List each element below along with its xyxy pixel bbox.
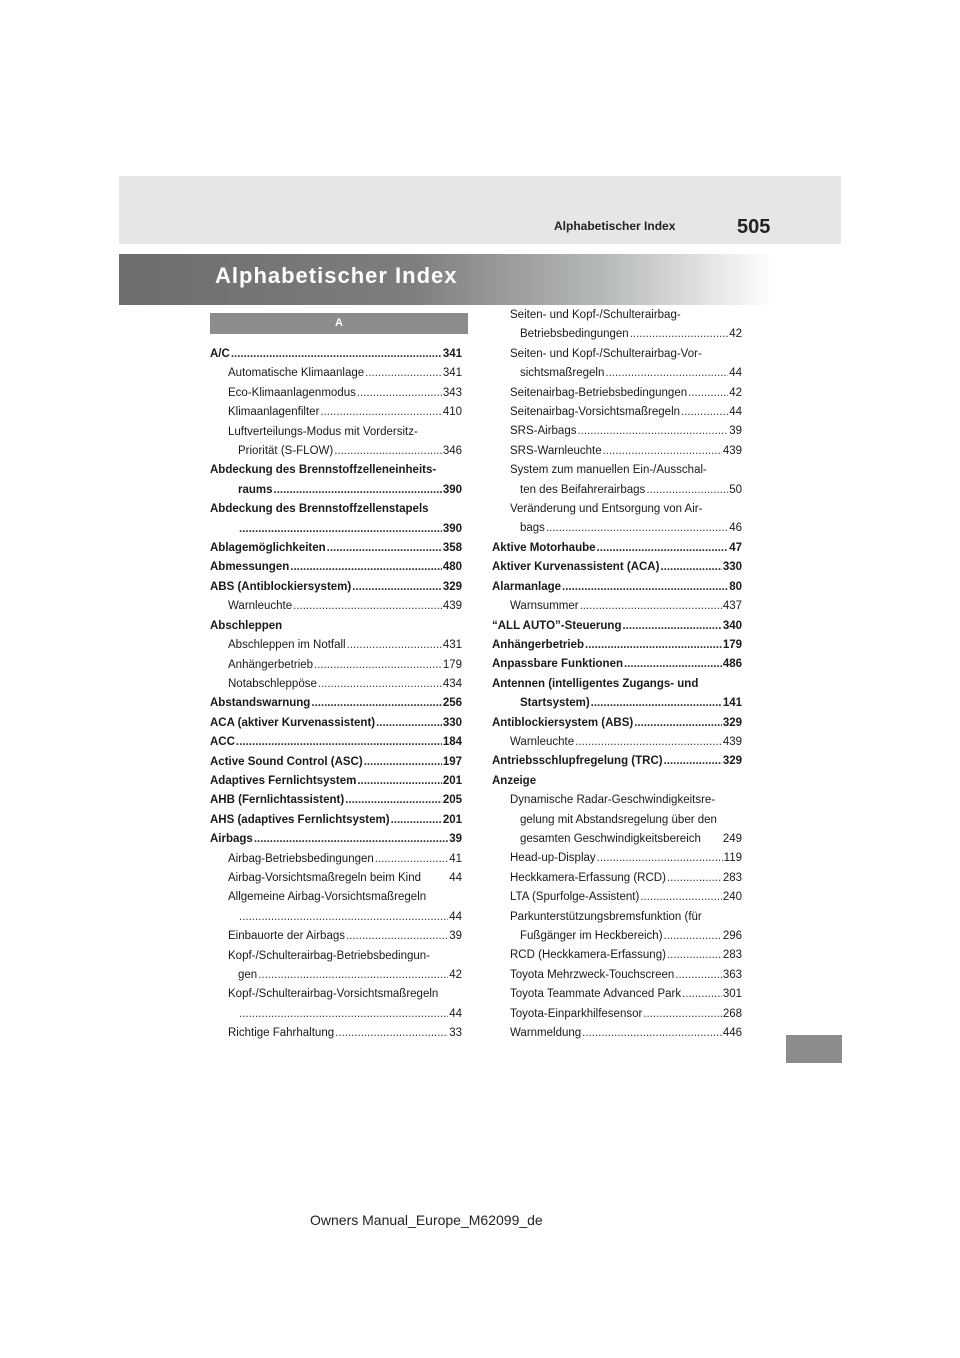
index-entry-term: bags — [520, 522, 545, 535]
index-entry-term: “ALL AUTO”-Steuerung — [492, 619, 622, 632]
index-entry-page: 486 — [722, 658, 742, 671]
header-band — [119, 176, 841, 244]
index-entry-page: 46 — [729, 522, 742, 535]
index-entry — [210, 481, 462, 500]
index-entry — [210, 636, 462, 655]
index-entry-page: 346 — [442, 445, 462, 458]
index-entry-page: 340 — [722, 619, 742, 632]
index-entry-page: 341 — [442, 348, 462, 360]
dot-leader — [546, 519, 728, 538]
dot-leader — [605, 364, 728, 383]
index-entry — [210, 888, 462, 907]
index-entry-page: 33 — [449, 1027, 462, 1040]
index-entry-term: SRS-Airbags — [510, 425, 577, 438]
index-entry-term: AHB (Fernlichtassistent) — [210, 794, 345, 807]
index-entry-page: 446 — [722, 1027, 742, 1040]
index-entry — [210, 500, 462, 519]
index-entry-term: Abmessungen — [210, 561, 290, 574]
index-entry-term: Startsystem) — [520, 697, 590, 710]
dot-leader — [327, 539, 442, 558]
dot-leader — [582, 1024, 722, 1043]
index-entry-term: Antennen (intelligentes Zugangs- und — [492, 677, 699, 690]
index-entry-page: 42 — [449, 969, 462, 981]
index-entry-page: 184 — [442, 736, 462, 749]
index-entry-term: Anhängerbetrieb — [228, 658, 314, 671]
index-entry-page: 341 — [442, 367, 462, 380]
index-entry-page: 434 — [442, 677, 462, 690]
dot-leader — [682, 985, 722, 1004]
running-header-title: Alphabetischer Index — [554, 219, 676, 233]
index-entry-page: 141 — [722, 697, 742, 710]
index-entry-term: Fußgänger im Heckbereich) — [520, 930, 663, 942]
index-entry — [210, 908, 462, 927]
index-entry — [492, 345, 742, 364]
index-entry-page: 47 — [729, 541, 742, 554]
index-entry-term: Seitenairbag-Vorsichtsmaßregeln — [510, 406, 681, 419]
index-entry — [492, 946, 742, 965]
index-entry-term: Adaptives Fernlichtsystem — [210, 774, 357, 787]
index-entry-term: Einbauorte der Airbags — [228, 930, 345, 943]
index-entry-term: Antiblockiersystem (ABS) — [492, 716, 634, 729]
index-entry — [492, 888, 742, 907]
index-entry — [492, 325, 742, 344]
index-entry-page: 390 — [442, 483, 462, 496]
index-entry-page: 44 — [449, 910, 462, 923]
index-entry-page: 343 — [442, 386, 462, 399]
index-entry — [210, 714, 462, 733]
index-entry — [210, 869, 462, 888]
dot-leader — [346, 927, 448, 946]
dot-leader — [345, 791, 442, 810]
dot-leader — [293, 597, 442, 616]
index-entry — [210, 558, 462, 577]
index-entry-page: 39 — [449, 930, 462, 943]
index-entry-page: 39 — [449, 833, 462, 846]
index-entry-term: Dynamische Radar-Geschwindigkeitsre- — [510, 794, 716, 807]
dot-leader — [622, 617, 721, 636]
dot-leader — [591, 694, 722, 713]
index-entry-page: 329 — [442, 580, 462, 593]
index-entry — [210, 461, 462, 480]
index-entry — [492, 714, 742, 733]
index-entry — [492, 442, 742, 461]
index-entry — [210, 578, 462, 597]
index-entry — [210, 772, 462, 791]
page-number: 505 — [737, 216, 771, 238]
index-entry-term: sichtsmaßregeln — [520, 367, 605, 380]
index-entry — [492, 1005, 742, 1024]
index-entry-term: Veränderung und Entsorgung von Air- — [510, 503, 703, 516]
index-entry — [210, 811, 462, 830]
index-entry-term: Seiten- und Kopf-/Schulterairbag- — [510, 309, 681, 321]
index-entry — [492, 500, 742, 519]
dot-leader — [667, 869, 722, 888]
index-entry-page: 42 — [729, 386, 742, 399]
index-entry — [492, 539, 742, 558]
index-entry-term: System zum manuellen Ein-/Ausschal- — [510, 464, 707, 477]
index-entry-term: AHS (adaptives Fernlichtsystem) — [210, 813, 390, 826]
dot-leader — [675, 966, 722, 985]
dot-leader — [580, 597, 722, 616]
index-entry-page: 296 — [722, 930, 742, 942]
dot-leader — [311, 694, 442, 713]
index-entry-term: Kopf-/Schulterairbag-Vorsichtsmaßregeln — [228, 988, 439, 1001]
index-entry — [210, 384, 462, 403]
index-entry-page: 256 — [442, 697, 462, 710]
index-entry-page: 201 — [442, 813, 462, 826]
dot-leader — [646, 481, 728, 500]
index-entry — [492, 403, 742, 422]
index-entry-page: 44 — [449, 871, 462, 884]
index-entry — [492, 694, 742, 713]
dot-leader — [320, 403, 441, 422]
index-entry — [210, 830, 462, 849]
dot-leader — [258, 966, 448, 985]
index-entry-page: 437 — [722, 600, 742, 613]
index-entry — [210, 1024, 462, 1043]
index-entry — [492, 830, 742, 849]
index-entry-term: gelung mit Abstandsregelung über den — [520, 813, 717, 826]
footer-text: Owners Manual_Europe_M62099_de — [310, 1212, 543, 1228]
index-entry — [492, 675, 742, 694]
index-entry-page: 201 — [442, 774, 462, 787]
dot-leader — [660, 558, 721, 577]
dot-leader — [239, 908, 448, 927]
index-entry-term: ACA (aktiver Kurvenassistent) — [210, 716, 376, 729]
dot-leader — [318, 675, 442, 694]
index-entry — [492, 461, 742, 480]
index-entry-page: 179 — [442, 658, 462, 671]
index-entry-term: Automatische Klimaanlage — [228, 367, 365, 380]
section-letter-bar: A — [210, 313, 468, 334]
index-entry — [210, 966, 462, 985]
index-entry-term: Antriebsschlupfregelung (TRC) — [492, 755, 663, 768]
dot-leader — [634, 714, 722, 733]
index-entry-term: Priorität (S-FLOW) — [238, 445, 334, 458]
dot-leader — [643, 1005, 721, 1024]
index-entry — [492, 597, 742, 616]
index-entry-term: Anhängerbetrieb — [492, 638, 585, 651]
index-entry-term: Seiten- und Kopf-/Schulterairbag-Vor- — [510, 347, 702, 360]
index-entry — [492, 384, 742, 403]
index-entry-page: 179 — [722, 638, 742, 651]
index-entry-page: 119 — [723, 852, 742, 865]
index-entry — [492, 422, 742, 441]
index-entry-term: Anpassbare Funktionen — [492, 658, 623, 671]
index-entry-page: 44 — [729, 406, 742, 419]
dot-leader — [597, 539, 729, 558]
index-entry-page: 301 — [722, 988, 742, 1001]
index-entry-page: 358 — [442, 542, 462, 555]
dot-leader — [375, 850, 448, 869]
index-entry-term: ABS (Antiblockiersystem) — [210, 580, 352, 593]
index-entry-term: Notabschleppöse — [228, 677, 317, 690]
index-entry-term: Toyota Teammate Advanced Park — [510, 988, 682, 1001]
index-entry — [210, 753, 462, 772]
dot-leader — [681, 403, 728, 422]
dot-leader — [688, 384, 728, 403]
dot-leader — [664, 927, 722, 946]
index-entry-term: Seitenairbag-Betriebsbedingungen — [510, 386, 688, 399]
index-entry-term: Aktive Motorhaube — [492, 541, 596, 554]
index-entry-term: Abdeckung des Brennstoffzellenstapels — [210, 503, 429, 516]
index-entry-term: Toyota Mehrzweck-Touchscreen — [510, 968, 675, 981]
index-entry-page: 480 — [442, 561, 462, 574]
index-entry-term: Warnleuchte — [510, 735, 575, 748]
dot-leader — [335, 1024, 448, 1043]
index-entry — [210, 617, 462, 636]
dot-leader — [365, 364, 442, 383]
index-entry — [492, 772, 742, 791]
index-entry — [210, 947, 462, 966]
index-entry-term: Betriebsbedingungen — [520, 328, 629, 341]
dot-leader — [640, 888, 721, 907]
dot-leader — [577, 422, 728, 441]
index-entry-page: 363 — [722, 968, 742, 981]
index-entry — [210, 985, 462, 1004]
index-entry — [492, 849, 742, 868]
title-banner — [119, 254, 774, 305]
dot-leader — [597, 849, 723, 868]
index-entry — [492, 1024, 742, 1043]
index-entry — [492, 617, 742, 636]
index-entry-page: 39 — [729, 425, 742, 438]
index-entry-page: 410 — [442, 406, 462, 419]
index-entry-term: Head-up-Display — [510, 852, 596, 865]
index-entry — [210, 694, 462, 713]
index-entry — [210, 539, 462, 558]
index-entry-page: 44 — [449, 1007, 462, 1020]
dot-leader — [357, 384, 442, 403]
dot-leader — [239, 1005, 448, 1024]
dot-leader — [624, 655, 722, 674]
index-entry-term: Warnleuchte — [228, 600, 293, 613]
thumb-tab-marker — [786, 1035, 842, 1063]
index-entry-page: 41 — [449, 852, 462, 865]
index-entry — [210, 423, 462, 442]
index-entry-page: 42 — [729, 328, 742, 341]
index-entry — [492, 519, 742, 538]
index-entry-page: 268 — [722, 1007, 742, 1020]
index-entry-term: Warnmeldung — [510, 1027, 582, 1040]
index-entry-page: 283 — [722, 871, 742, 884]
index-entry — [492, 306, 742, 325]
index-entry-term: Richtige Fahrhaltung — [228, 1027, 335, 1040]
index-column-right — [492, 306, 742, 1043]
index-entry-page: 50 — [729, 483, 742, 496]
dot-leader — [575, 733, 722, 752]
dot-leader — [603, 442, 722, 461]
index-entry-term: Abschleppen im Notfall — [228, 639, 346, 652]
index-entry-term: Aktiver Kurvenassistent (ACA) — [492, 561, 660, 574]
dot-leader — [254, 830, 448, 849]
index-entry — [210, 675, 462, 694]
dot-leader — [364, 753, 442, 772]
index-entry-page: 249 — [722, 832, 742, 845]
index-entry-term: Kopf-/Schulterairbag-Betriebsbedingun- — [228, 949, 431, 962]
index-entry — [210, 442, 462, 461]
dot-leader — [376, 714, 442, 733]
index-entry-page: 80 — [729, 580, 742, 593]
index-entry-page: 439 — [722, 444, 742, 457]
dot-leader — [290, 558, 442, 577]
dot-leader — [334, 442, 442, 461]
index-entry-term: Airbags — [210, 833, 253, 846]
index-entry-term: Klimaanlagenfilter — [228, 406, 320, 419]
index-entry — [210, 927, 462, 946]
index-entry-page: 330 — [442, 716, 462, 729]
index-entry-page: 240 — [722, 891, 742, 904]
index-entry-term: A/C — [210, 348, 230, 360]
index-entry-page: 197 — [442, 755, 462, 768]
index-entry — [210, 364, 462, 383]
dot-leader — [391, 811, 442, 830]
index-entry — [492, 636, 742, 655]
index-entry — [210, 345, 462, 364]
index-entry-term: Heckkamera-Erfassung (RCD) — [510, 871, 666, 884]
index-column-left — [210, 345, 462, 1044]
index-entry — [492, 578, 742, 597]
index-entry-term: Warnsummer — [510, 600, 579, 613]
index-entry — [210, 850, 462, 869]
index-entry-page: 431 — [442, 639, 462, 652]
index-entry-term: ACC — [210, 736, 235, 749]
page-title: Alphabetischer Index — [215, 263, 458, 288]
index-entry-page: 390 — [442, 522, 462, 535]
index-entry-term: Abschleppen — [210, 619, 283, 632]
index-entry-term: Alarmanlage — [492, 580, 562, 593]
index-entry-term: Luftverteilungs-Modus mit Vordersitz- — [228, 425, 418, 438]
index-entry-term: SRS-Warnleuchte — [510, 444, 602, 457]
index-entry-page: 205 — [442, 794, 462, 807]
index-entry — [210, 733, 462, 752]
index-entry-page: 439 — [722, 735, 742, 748]
dot-leader — [231, 345, 442, 364]
dot-leader — [352, 578, 442, 597]
index-entry-term: Airbag-Betriebsbedingungen — [228, 852, 374, 865]
index-entry-term: Airbag-Vorsichtsmaßregeln beim Kind — [228, 871, 422, 884]
dot-leader — [274, 481, 442, 500]
index-entry-term: ten des Beifahrerairbags — [520, 483, 646, 496]
index-entry — [210, 520, 462, 539]
index-entry — [492, 985, 742, 1004]
dot-leader — [357, 772, 441, 791]
index-entry-term: Eco-Klimaanlagenmodus — [228, 386, 356, 399]
index-entry-term: Toyota-Einparkhilfesensor — [510, 1007, 643, 1020]
dot-leader — [667, 946, 722, 965]
index-entry — [210, 1005, 462, 1024]
index-entry-term: raums — [238, 483, 273, 496]
index-entry — [492, 811, 742, 830]
index-entry-term: RCD (Heckkamera-Erfassung) — [510, 949, 666, 962]
index-entry-term: Active Sound Control (ASC) — [210, 755, 363, 768]
index-entry-term: gen — [238, 969, 258, 981]
index-entry-page: 329 — [722, 755, 742, 768]
index-entry-term: Anzeige — [492, 774, 537, 787]
dot-leader — [562, 578, 728, 597]
index-entry — [492, 966, 742, 985]
dot-leader — [585, 636, 722, 655]
index-entry — [492, 364, 742, 383]
index-entry-page: 439 — [442, 600, 462, 613]
index-entry-page: 329 — [722, 716, 742, 729]
index-entry-term: Ablagemöglichkeiten — [210, 542, 326, 555]
index-entry-term: Abstandswarnung — [210, 697, 311, 710]
index-entry-term: Allgemeine Airbag-Vorsichtsmaßregeln — [228, 891, 427, 904]
index-entry — [492, 908, 742, 927]
dot-leader — [664, 752, 722, 771]
dot-leader — [314, 656, 442, 675]
index-entry — [492, 869, 742, 888]
dot-leader — [347, 636, 442, 655]
index-entry — [210, 403, 462, 422]
index-entry — [210, 791, 462, 810]
dot-leader — [239, 520, 442, 539]
index-entry-term: gesamten Geschwindigkeitsbereich — [520, 832, 701, 845]
index-entry — [492, 481, 742, 500]
index-entry — [492, 655, 742, 674]
index-entry — [492, 558, 742, 577]
dot-leader — [236, 733, 442, 752]
index-entry-page: 44 — [729, 367, 742, 380]
index-entry — [492, 733, 742, 752]
index-entry-term: LTA (Spurfolge-Assistent) — [510, 891, 640, 904]
index-entry — [210, 656, 462, 675]
dot-leader — [630, 325, 729, 344]
index-entry-term: Parkunterstützungsbremsfunktion (für — [510, 910, 702, 923]
index-entry — [492, 927, 742, 946]
index-entry — [492, 791, 742, 810]
index-entry — [492, 752, 742, 771]
index-entry-page: 330 — [722, 561, 742, 574]
index-entry — [210, 597, 462, 616]
index-entry-page: 283 — [722, 949, 742, 962]
index-entry-term: Abdeckung des Brennstoffzelleneinheits- — [210, 464, 437, 477]
